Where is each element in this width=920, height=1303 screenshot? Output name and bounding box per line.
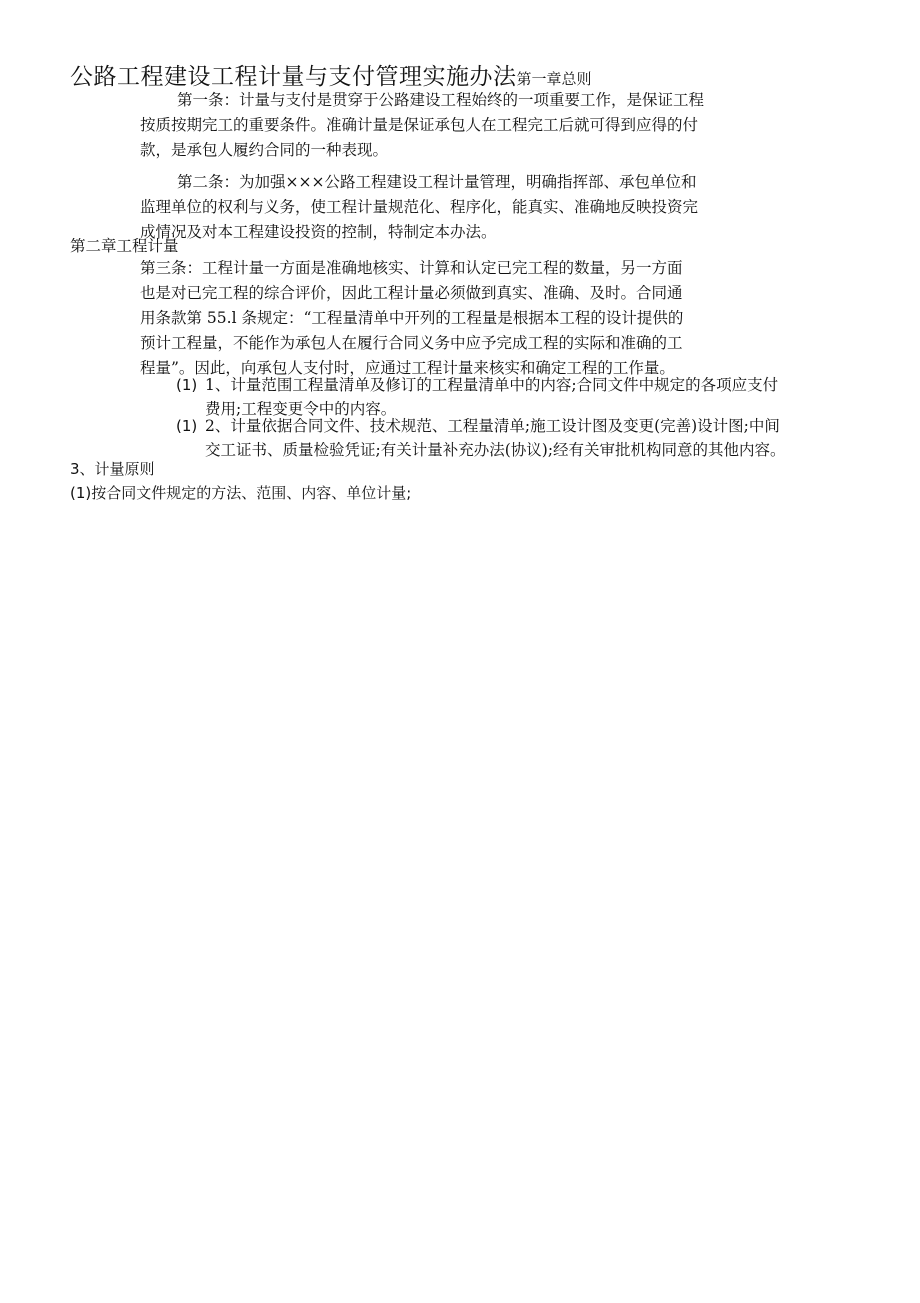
list-item-basis [176, 414, 876, 462]
section3-heading: 3、计量原则 [70, 460, 155, 478]
article-2-line-3: 成情况及对本工程建设投资的控制，特制定本办法。 [140, 223, 497, 241]
chapter1-heading: 第一章总则 [516, 70, 592, 88]
article-2-line-2: 监理单位的权利与义务，使工程计量规范化、程序化，能真实、准确地反映投资完 [140, 198, 699, 216]
list-item-scope-line-2: 费用;工程变更令中的内容。 [205, 400, 397, 418]
article-3-line-1: 第三条：工程计量一方面是准确地核实、计算和认定已完工程的数量，另一方面 [140, 259, 683, 277]
article-3-line-3: 用条款第 55.l 条规定：“工程量清单中开列的工程量是根据本工程的设计提供的 [140, 309, 684, 327]
article-3-line-2: 也是对已完工程的综合评价，因此工程计量必须做到真实、准确、及时。合同通 [140, 284, 683, 302]
document-title-line [70, 58, 592, 91]
list-item-basis-body [205, 414, 786, 462]
list-item-basis-line-1: 2、计量依据合同文件、技术规范、工程量清单;施工设计图及变更(完善)设计图;中间 [205, 417, 780, 435]
list-item-scope-marker: (1) [176, 376, 198, 394]
article-1-line-3: 款，是承包人履约合同的一种表现。 [140, 141, 389, 159]
article-1-line-2: 按质按期完工的重要条件。准确计量是保证承包人在工程完工后就可得到应得的付 [140, 116, 699, 134]
article-1 [140, 88, 704, 163]
article-2 [140, 170, 698, 245]
article-3-line-5: 程量”。因此，向承包人支付时，应通过工程计量来核实和确定工程的工作量。 [140, 359, 675, 377]
article-3-line-4: 预计工程量，不能作为承包人在履行合同义务中应予完成工程的实际和准确的工 [140, 334, 683, 352]
list-item-basis-line-2: 交工证书、质量检验凭证;有关计量补充办法(协议);经有关审批机构同意的其他内容。 [205, 441, 786, 459]
article-3 [140, 256, 683, 381]
document-title: 公路工程建设工程计量与支付管理实施办法 [70, 64, 517, 90]
list-item-scope-line-1: 1、计量范围工程量清单及修订的工程量清单中的内容;合同文件中规定的各项应支付 [205, 376, 779, 394]
principle-1: (1)按合同文件规定的方法、范围、内容、单位计量; [70, 484, 412, 502]
chapter2-heading: 第二章工程计量 [70, 237, 179, 255]
article-1-line-1: 第一条：计量与支付是贯穿于公路建设工程始终的一项重要工作，是保证工程 [177, 91, 705, 109]
article-2-line-1: 第二条：为加强×××公路工程建设工程计量管理，明确指挥部、承包单位和 [177, 173, 697, 191]
list-item-basis-marker: (1) [176, 417, 198, 435]
